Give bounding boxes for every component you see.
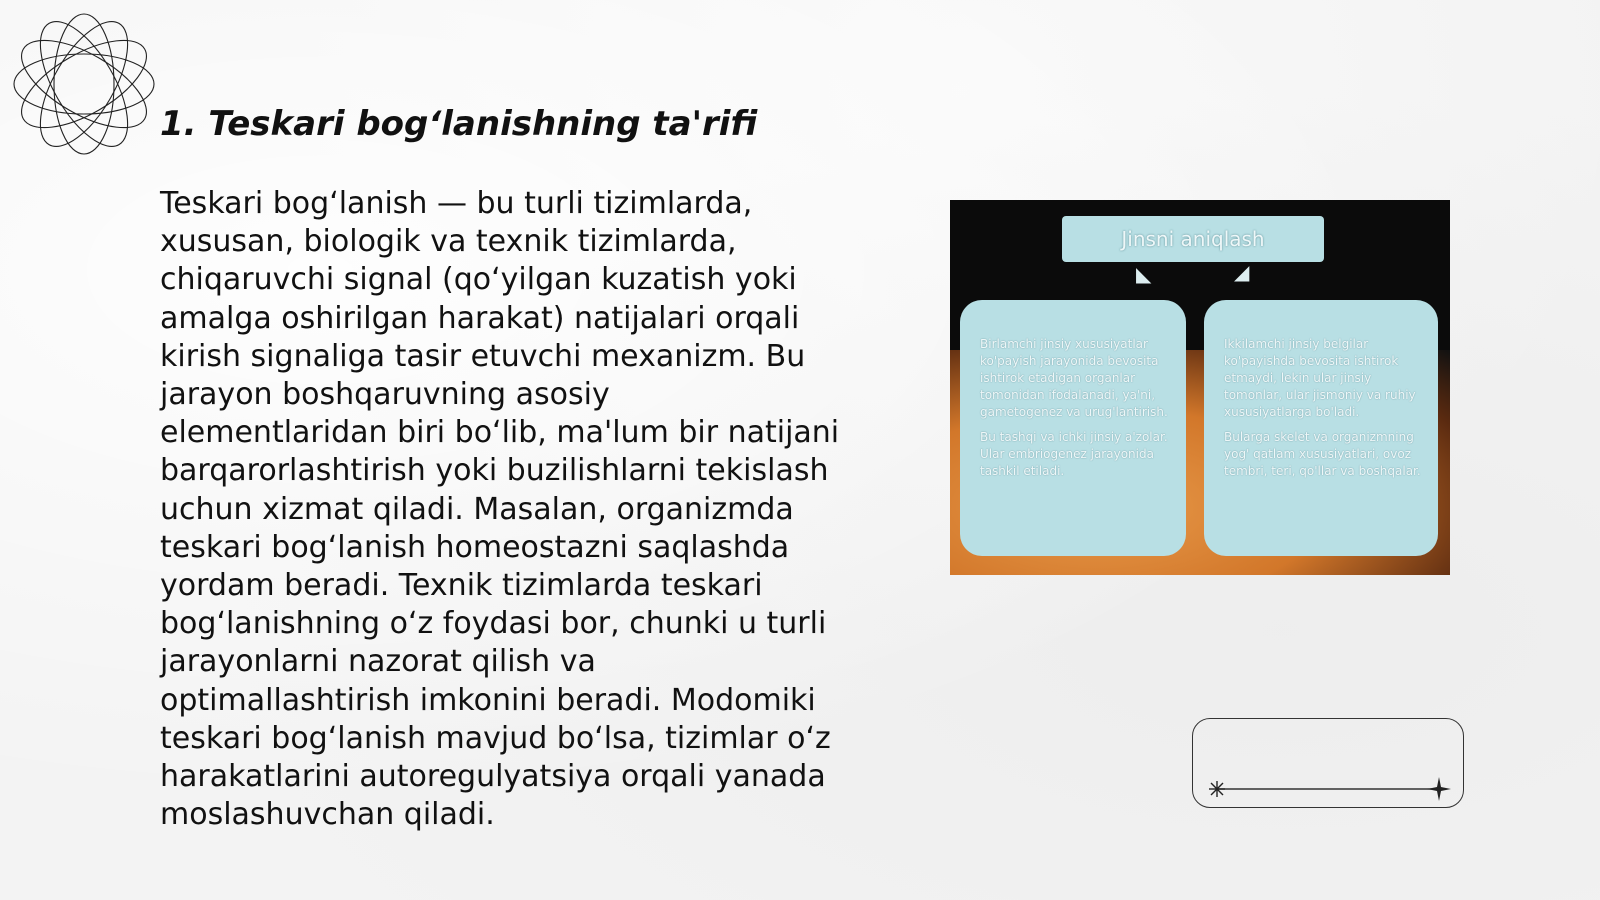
- arrow-left-icon: ◣: [1136, 262, 1152, 286]
- card-right-paragraph-2: Bularga skelet va organizmning yog' qatlam xususiyatlari, ovoz tembri, teri, qo'llar va boshqalar.: [1224, 430, 1421, 478]
- decorative-widget: [1192, 718, 1464, 808]
- slide-body-text: Teskari bog‘lanish — bu turli tizimlarda, xususan, biologik va texnik tizimlarda, chiqaruvchi signal (qo‘yilgan kuzatish yoki amalga oshirilgan harakat) natijalari orqali kirish signaliga tasir etuvchi mexanizm. Bu jarayon boshqaruvning asosiy elementlaridan biri bo‘lib, ma'lum bir natijani barqarorlashtirish yoki buzilishlarni tekislash uchun xizmat qiladi. Masalan, organizmda teskari bog‘lanish homeostazni saqlashda yordam beradi. Texnik tizimlarda teskari bog‘lanishning o‘z foydasi bor, chunki u turli jarayonlarni nazorat qilish va optimallashtirish imkonini beradi. Modomiki teskari bog‘lanish mavjud bo‘lsa, tizimlar o‘z harakatlarini autoregulyatsiya orqali yanada moslashuvchan qiladi.: [160, 186, 840, 833]
- slide-title: 1. Teskari bog‘lanishning ta'rifi: [160, 104, 758, 144]
- card-right-paragraph-1: Ikkilamchi jinsiy belgilar ko'payishda bevosita ishtirok etmaydi, lekin ular jinsiy tomonlar, ular jismoniy va ruhiy xususiyatlarga bo'ladi.: [1224, 337, 1416, 419]
- arrow-right-icon: ◢: [1234, 260, 1250, 284]
- card-left-paragraph-2: Bu tashqi va ichki jinsiy a'zolar. Ular embriogenez jarayonida tashkil etiladi.: [980, 430, 1168, 478]
- card-left-paragraph-1: Birlamchi jinsiy xususiyatlar ko'payish jarayonida bevosita ishtirok etadigan organlar tomonidan ifodalanadi, ya'ni, gametogenez va urug'lantirish.: [980, 337, 1168, 419]
- orbit-rings-icon: [10, 10, 158, 158]
- picture-card-right: [1204, 300, 1438, 556]
- slide-picture: [950, 200, 1450, 575]
- sparkle-line-icon: [1193, 719, 1465, 809]
- picture-header: Jinsni aniqlash: [1062, 216, 1324, 262]
- picture-card-left: [960, 300, 1186, 556]
